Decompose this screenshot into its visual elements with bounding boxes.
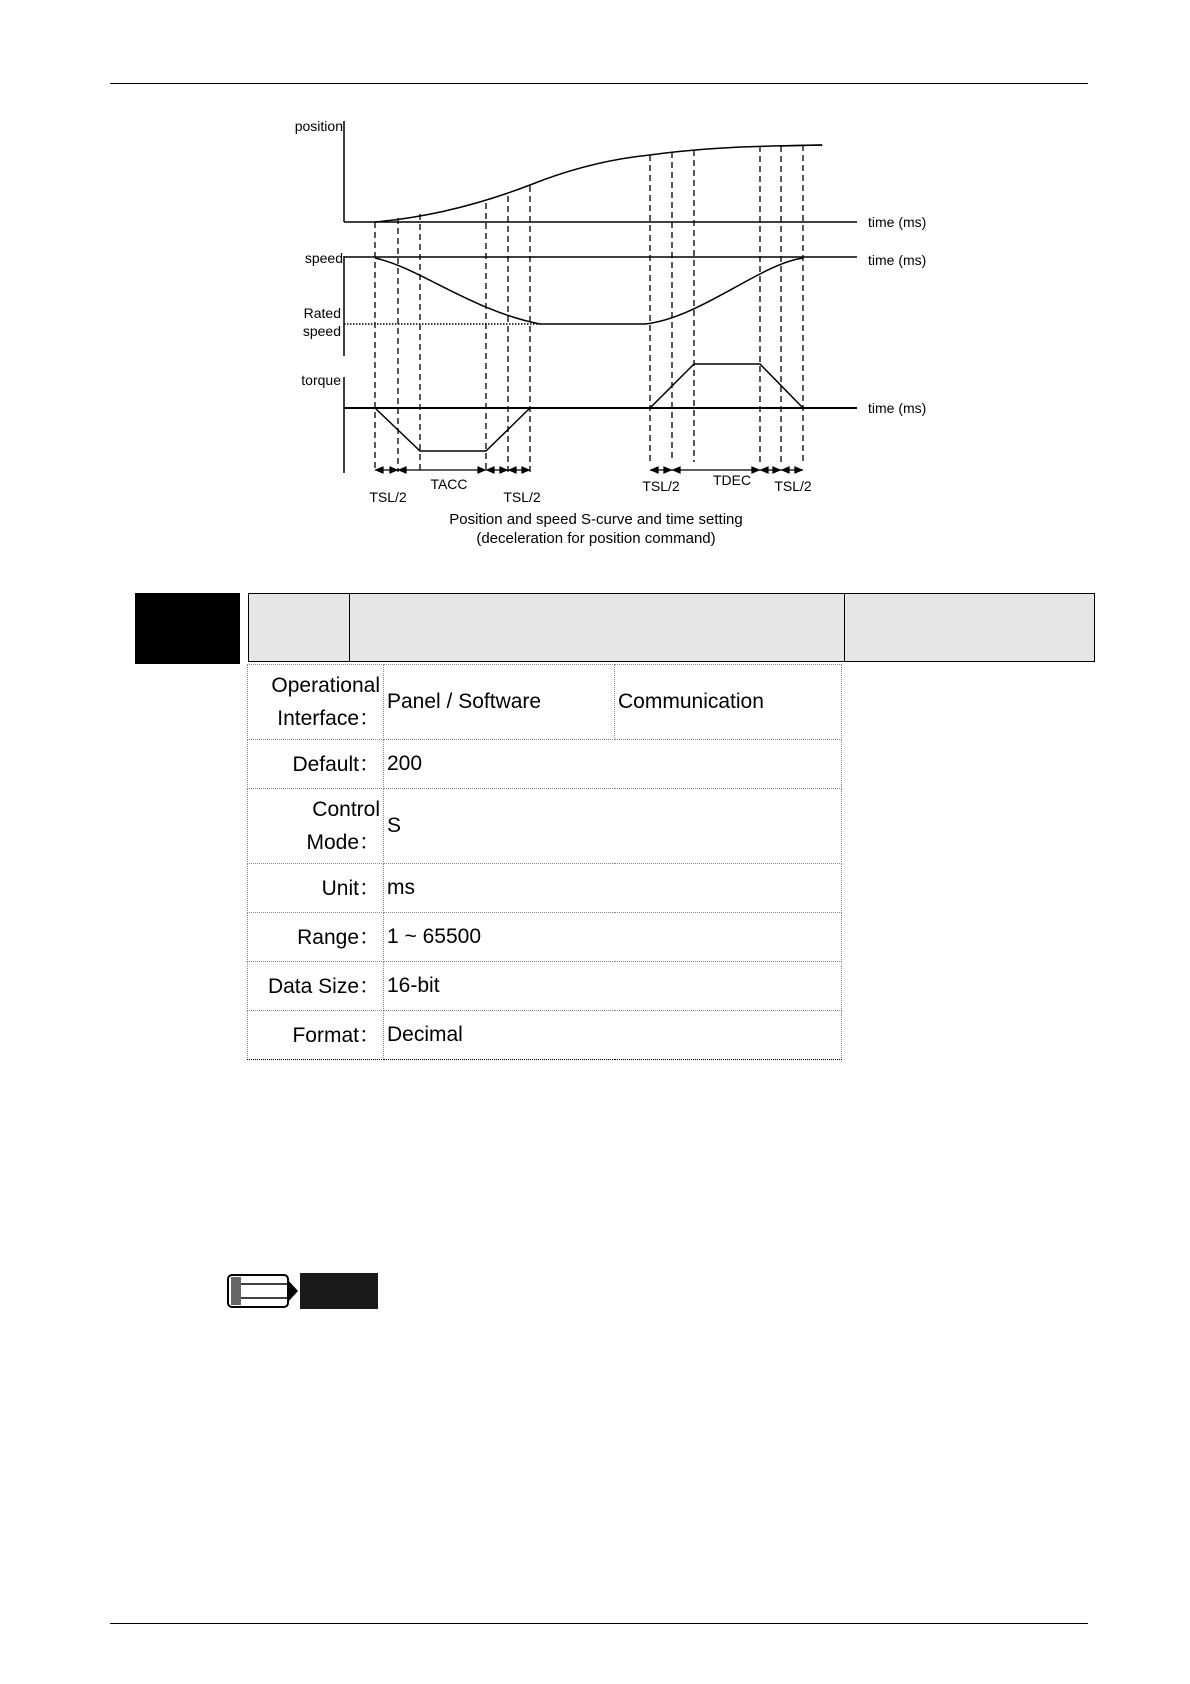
diagram-caption-line2: (deceleration for position command) xyxy=(476,530,716,547)
table-row xyxy=(248,789,842,864)
diagram-caption-line1: Position and speed S-curve and time setting xyxy=(449,511,743,528)
arrow-head-10 xyxy=(664,467,671,473)
arrow-head-12 xyxy=(752,467,759,473)
rated-speed-label-line2: speed xyxy=(302,323,341,339)
time-label-position: time (ms) xyxy=(868,214,927,230)
parameter-code-block xyxy=(135,593,240,664)
table-row xyxy=(248,913,842,962)
control-mode-label-line1: Control xyxy=(312,798,380,821)
arrow-head-1 xyxy=(376,467,383,473)
format-value: Decimal xyxy=(384,1011,842,1060)
interface-label-line1: Operational xyxy=(271,674,380,697)
arrow-head-2 xyxy=(390,467,397,473)
arrow-head-4 xyxy=(478,467,485,473)
interface-label xyxy=(248,665,384,740)
table-row xyxy=(248,1011,842,1060)
rated-speed-label-line1: Rated xyxy=(303,305,341,321)
time-label-torque: time (ms) xyxy=(868,400,927,416)
range-value: 1 ~ 65500 xyxy=(384,913,842,962)
default-label: Default： xyxy=(248,740,384,789)
data-size-value: 16-bit xyxy=(384,962,842,1011)
range-label: Range： xyxy=(248,913,384,962)
arrow-head-13 xyxy=(761,467,768,473)
control-mode-label-line2: Mode： xyxy=(306,831,380,854)
s-curve-diagram xyxy=(0,0,1190,560)
interface-comm-cell: Communication xyxy=(615,665,842,740)
arrow-head-9 xyxy=(651,467,658,473)
parameter-header-name xyxy=(349,593,845,662)
footer-rule xyxy=(110,1623,1088,1624)
tsl-label-3: TSL/2 xyxy=(642,478,680,494)
tsl-label-4: TSL/2 xyxy=(774,478,812,494)
time-label-speed: time (ms) xyxy=(868,252,927,268)
arrow-head-14 xyxy=(773,467,780,473)
control-mode-value: S xyxy=(384,789,842,864)
speed-curve xyxy=(375,258,803,324)
default-value: 200 xyxy=(384,740,842,789)
tdec-label: TDEC xyxy=(712,472,752,488)
table-row xyxy=(248,665,842,740)
arrow-head-7 xyxy=(509,467,516,473)
speed-axis-label: speed xyxy=(304,250,343,266)
interface-panel-cell: Panel / Software xyxy=(384,665,615,740)
torque-axis-label: torque xyxy=(301,372,341,388)
arrow-head-5 xyxy=(487,467,494,473)
arrow-head-16 xyxy=(795,467,802,473)
tsl-label-1: TSL/2 xyxy=(369,489,407,505)
dashed-guides xyxy=(375,145,803,472)
arrow-head-8 xyxy=(522,467,529,473)
tacc-label: TACC xyxy=(430,476,468,492)
parameter-table xyxy=(247,664,842,1060)
unit-value: ms xyxy=(384,864,842,913)
note-label-bar xyxy=(300,1273,378,1309)
data-size-label: Data Size： xyxy=(248,962,384,1011)
parameter-header-reference xyxy=(844,593,1095,662)
unit-label: Unit： xyxy=(248,864,384,913)
control-mode-label xyxy=(248,789,384,864)
arrow-head-3 xyxy=(399,467,406,473)
arrow-head-6 xyxy=(500,467,507,473)
parameter-header-address xyxy=(248,593,350,662)
position-curve-extension xyxy=(780,145,822,146)
table-row xyxy=(248,864,842,913)
interface-label-line2: Interface： xyxy=(277,707,380,730)
position-axis-label: position xyxy=(294,118,343,134)
tsl-label-2: TSL/2 xyxy=(503,489,541,505)
table-row xyxy=(248,740,842,789)
format-label: Format： xyxy=(248,1011,384,1060)
table-row xyxy=(248,962,842,1011)
arrow-head-11 xyxy=(673,467,680,473)
position-curve xyxy=(375,145,822,222)
arrow-head-15 xyxy=(782,467,789,473)
pencil-icon xyxy=(227,1273,299,1309)
